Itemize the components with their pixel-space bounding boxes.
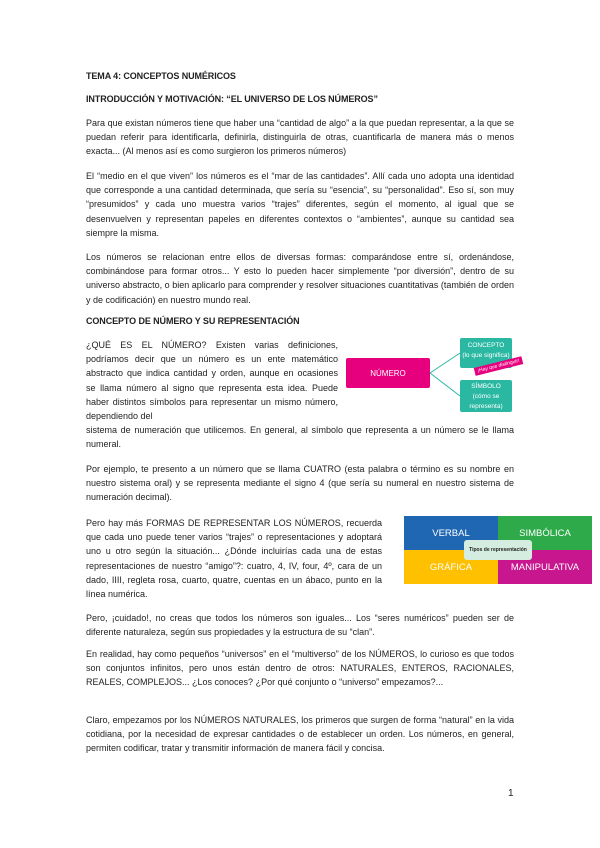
representation-grid bbox=[404, 516, 592, 584]
paragraph-5: Por ejemplo, te presento a un número que se llama CUATRO (esta palabra o término es su nombre en nuestro sistema oral) y se representa mediante el signo 4 (que sería su numeral en nuestro sistema de numeración decimal). bbox=[86, 464, 514, 503]
paragraph-3: Los números se relacionan entre ellos de diversas formas: comparándose entre sí, ordenándose, combinándose para formar otros... Y esto lo pueden hacer simplemente “por diversión”, dentro de su universo abstracto, o bien aplicarlo para comprender y resolver situaciones cuantitativas (también de orden y de codificación) en nuestro mundo real. bbox=[86, 252, 514, 305]
simbolo-label: SÍMBOLO bbox=[471, 383, 501, 390]
section-heading-concept: CONCEPTO DE NÚMERO Y SU REPRESENTACIÓN bbox=[86, 316, 300, 326]
page-number: 1 bbox=[508, 788, 514, 799]
paragraph-2: El “medio en el que viven” los números es el “mar de las cantidades”. Allí cada uno adopta una identidad que corresponde a una cantidad determinada, que sería su “esencia”, su “personalidad”. Eso sí, son muy “presumidos” y cada uno muestra varios “trajes” diferentes, según el momento, al igual que se desenvuelven y representan papeles en diferentes contextos o “ambientes”, aunque su cantidad sea siempre la misma. bbox=[86, 171, 514, 238]
concepto-sub: (lo que significa) bbox=[462, 352, 510, 359]
representation-types-label: Tipos de representación bbox=[464, 540, 532, 560]
simbolica-cell: SIMBÓLICA bbox=[498, 516, 592, 550]
paragraph-9: Claro, empezamos por los NÚMEROS NATURALES, los primeros que surgen de forma “natural” en la vida cotidiana, por la necesidad de expresar cantidades o de establecer un orden. Los números, en general, permiten codificar, tratar y transmitir información de manera fácil y concisa. bbox=[86, 715, 514, 754]
paragraph-7: Pero, ¡cuidado!, no creas que todos los números son iguales... Los “seres numéricos” pueden ser de diferente naturaleza, según sus propiedades y la estructura de su “clan”. bbox=[86, 613, 514, 638]
grafica-cell: GRÁFICA bbox=[404, 550, 498, 584]
paragraph-1: Para que existan números tiene que haber una “cantidad de algo” a la que puedan representar, a la que se puedan referir para identificarla, definirla, distinguirla de otras, cuantificarla de manera más o menos exacta... (Al menos así es como surgieron los primeros números) bbox=[86, 118, 514, 157]
numero-box: NÚMERO bbox=[346, 358, 430, 388]
verbal-cell: VERBAL bbox=[404, 516, 498, 550]
concept-diagram bbox=[346, 336, 521, 412]
concepto-label: CONCEPTO bbox=[467, 342, 505, 349]
manipulativa-cell: MANIPULATIVA bbox=[498, 550, 592, 584]
simbolo-box bbox=[460, 380, 512, 412]
paragraph-4a: ¿QUÉ ES EL NÚMERO? Existen varias definiciones, podríamos decir que un número es un ente matemático abstracto que indica cantidad y orden, aunque en ocasiones se llama número al signo que representa esta idea. Puede haber distintos símbolos para representar un mismo número, dependiendo del bbox=[86, 340, 338, 422]
paragraph-6: Pero hay más FORMAS DE REPRESENTAR LOS NÚMEROS, recuerda que cada uno puede tener varios “trajes” o representaciones y adoptará uno u otro según la situación... ¿Dónde incluirías cada una de estas representaciones de nuestro “amigo”?: cuatro, 4, IV, four, 4º, cara de un dado, IIII, regleta rosa, cuarto, quatre, cuentas en un ábaco, punto en la línea numérica. bbox=[86, 518, 382, 600]
paragraph-4b: sistema de numeración que utilicemos. En general, al símbolo que representa a un número se le llama numeral. bbox=[86, 425, 514, 450]
section-heading-intro: INTRODUCCIÓN Y MOTIVACIÓN: “EL UNIVERSO DE LOS NÚMEROS” bbox=[86, 94, 378, 104]
paragraph-8: En realidad, hay como pequeños “universos” en el “multiverso” de los NÚMEROS, lo curioso es que todos son conjuntos infinitos, pero unos están dentro de otros: NATURALES, ENTEROS, RACIONALES, REALES, COMPLEJOS... ¿Los conoces? ¿Por qué conjunto o “universo” empezamos?... bbox=[86, 649, 514, 688]
simbolo-sub: (cómo se representa) bbox=[469, 393, 503, 410]
distinguish-sticker: ¡Hay que distinguir! bbox=[474, 356, 524, 376]
page-title: TEMA 4: CONCEPTOS NUMÉRICOS bbox=[86, 71, 236, 81]
